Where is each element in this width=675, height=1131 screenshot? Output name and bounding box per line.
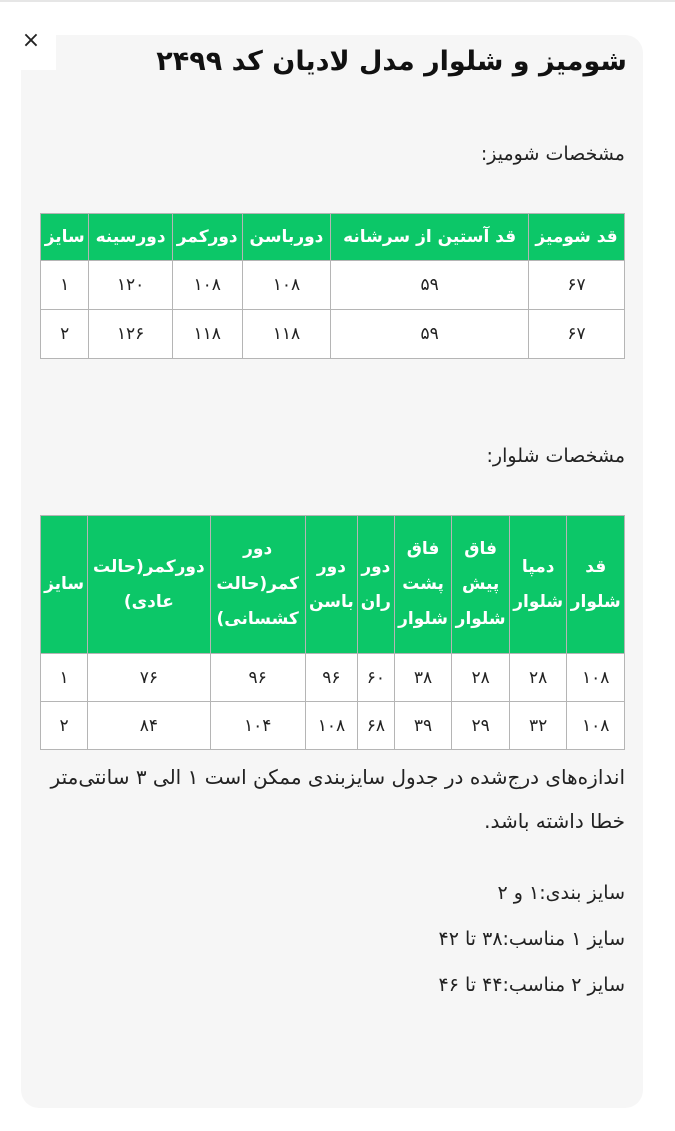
- table-row: [41, 702, 625, 750]
- column-header: فاق پیش شلوار: [452, 516, 510, 654]
- table-cell: ۶۸: [357, 702, 394, 750]
- column-header: دمپا شلوار: [509, 516, 567, 654]
- table-cell: ۶۷: [529, 261, 625, 310]
- measurement-note: اندازه‌های درج‌شده در جدول سایزبندی ممکن است ۱ الی ۳ سانتی‌متر خطا داشته باشد.: [50, 765, 625, 833]
- table-cell: ۱۱۸: [172, 310, 242, 359]
- table-cell: ۲: [41, 702, 88, 750]
- page-title: شومیز و شلوار مدل لادیان کد ۲۴۹۹: [156, 46, 627, 77]
- table-cell: ۱۲۰: [89, 261, 172, 310]
- table-cell: ۲: [41, 310, 89, 359]
- size-info-line: سایز ۱ مناسب:۳۸ تا ۴۲: [438, 928, 625, 950]
- table-row: [41, 654, 625, 702]
- table-cell: ۵۹: [331, 261, 529, 310]
- table-cell: ۱: [41, 654, 88, 702]
- column-header: قد آستین از سرشانه: [331, 214, 529, 261]
- table-cell: ۳۹: [394, 702, 452, 750]
- column-header: دور کمر(حالت کشسانی): [210, 516, 305, 654]
- table-header-row: [41, 214, 625, 261]
- column-header: فاق پشت شلوار: [394, 516, 452, 654]
- table-row: [41, 310, 625, 359]
- table-cell: ۱۰۸: [172, 261, 242, 310]
- table-cell: ۸۴: [88, 702, 210, 750]
- table-cell: ۷۶: [88, 654, 210, 702]
- column-header: سایز: [41, 516, 88, 654]
- table-cell: ۵۹: [331, 310, 529, 359]
- table-cell: ۲۸: [509, 654, 567, 702]
- table-cell: ۹۶: [210, 654, 305, 702]
- column-header: دور باسن: [305, 516, 357, 654]
- table-header-row: [41, 516, 625, 654]
- table-cell: ۱۲۶: [89, 310, 172, 359]
- column-header: قد شلوار: [567, 516, 625, 654]
- table-cell: ۱۰۴: [210, 702, 305, 750]
- column-header: سایز: [41, 214, 89, 261]
- table-cell: ۱۰۸: [242, 261, 331, 310]
- column-header: دورکمر(حالت عادی): [88, 516, 210, 654]
- table-cell: ۱۱۸: [242, 310, 331, 359]
- size-info-line: سایز بندی:۱ و ۲: [497, 882, 625, 904]
- column-header: دورسینه: [89, 214, 172, 261]
- shirt-size-table: [40, 213, 625, 359]
- column-header: دورکمر: [172, 214, 242, 261]
- table-cell: ۱۰۸: [567, 654, 625, 702]
- table-cell: ۲۹: [452, 702, 510, 750]
- table-cell: ۹۶: [305, 654, 357, 702]
- close-icon[interactable]: ×: [21, 28, 41, 53]
- table-cell: ۱۰۸: [567, 702, 625, 750]
- top-divider: [0, 0, 675, 2]
- table-cell: ۱۰۸: [305, 702, 357, 750]
- table-cell: ۳۸: [394, 654, 452, 702]
- table-cell: ۳۲: [509, 702, 567, 750]
- column-header: دورباسن: [242, 214, 331, 261]
- size-info-line: سایز ۲ مناسب:۴۴ تا ۴۶: [438, 974, 625, 996]
- column-header: دور ران: [357, 516, 394, 654]
- table-cell: ۶۷: [529, 310, 625, 359]
- table-cell: ۲۸: [452, 654, 510, 702]
- column-header: قد شومیز: [529, 214, 625, 261]
- table-row: [41, 261, 625, 310]
- pants-specs-label: مشخصات شلوار:: [486, 445, 625, 467]
- shirt-specs-label: مشخصات شومیز:: [480, 143, 625, 165]
- table-cell: ۶۰: [357, 654, 394, 702]
- pants-size-table: [40, 515, 625, 750]
- table-cell: ۱: [41, 261, 89, 310]
